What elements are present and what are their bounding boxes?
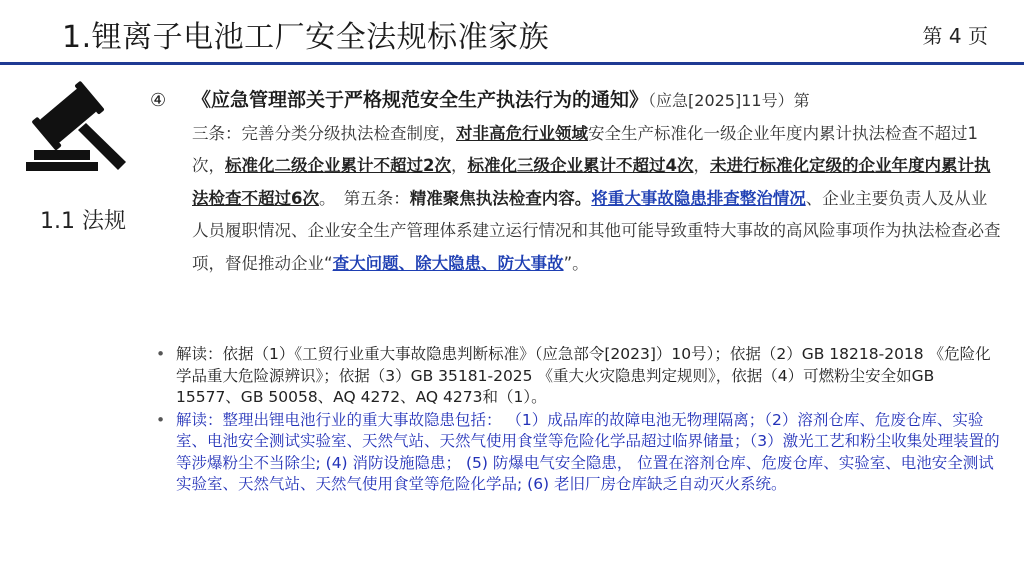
text-span: 安全生产标准化一级企业年度内累计执法检查不超过1次， — [192, 123, 978, 175]
bullet-icon: • — [156, 410, 166, 429]
note-text: 解读：整理出锂电池行业的重大事故隐患包括： （1）成品库的故障电池无物理隔离；（2）溶剂仓库、危废仓库、实验室、电池安全测试实验室、天然气站、天然气使用食堂等危险化学品超过临界储量；（3）激光工艺和粉尘收集处理装置的等涉爆粉尘不当除尘; (4) 消防设施隐患； (5) 防爆电气安全隐患， 位置在溶剂仓库、危废仓库、实验室、电池安全测试实验室、天然气站、天然气使用食堂等危险化学品; (6) 老旧厂房仓库缺乏自动灭火系统。 — [176, 410, 1000, 493]
text-span: ， — [693, 156, 710, 175]
section-label: 1.1 法规 — [40, 209, 126, 234]
item-number: ④ — [150, 90, 167, 111]
document-number: （应急[2025]11号）第 — [648, 91, 810, 110]
note-text: 解读：依据（1）《工贸行业重大事故隐患判断标准》（应急部令[2023]）10号）；依据（2）GB 18218-2018 《危险化学品重大危险源辨识》；依据（3）GB 35181-2025 《重大火灾隐患判定规则》，依据（4）可燃粉尘安全如GB 15577、GB 50058、AQ 4272、AQ 4273和（1）。 — [176, 345, 991, 406]
header-divider — [0, 62, 1024, 65]
bullet-icon: • — [156, 345, 166, 363]
document-title: 《应急管理部关于严格规范安全生产执法行为的通知》 — [192, 89, 649, 111]
blue-underlined-text: 查大问题、除大隐患、防大事故 — [332, 253, 564, 273]
underlined-text: 标准化三级企业累计不超过4次 — [467, 156, 694, 175]
notes-list — [150, 344, 1002, 497]
underlined-text: 标准化二级企业累计不超过2次 — [225, 156, 451, 175]
text-span: 、企业主要负责人及从业人员履职情况、企业安全生产管理体系建立运行情况和其他可能导致重特大事故的高风险事项作为执法检查必查项，督促推动企业“ — [192, 188, 1001, 273]
underlined-text: 未进行标准化定级的企业年度内累计执法检查不超过6次 — [192, 156, 991, 208]
text-span: ”。 — [563, 253, 589, 273]
page-title: 1.锂离子电池工厂安全法规标准家族 — [62, 20, 550, 55]
list-item — [150, 410, 1002, 496]
bold-text: 精准聚焦执法检查内容。 — [409, 188, 592, 208]
text-span: 。 第五条： — [318, 188, 410, 208]
blue-underlined-text: 将重大事故隐患排查整治情况 — [591, 188, 806, 208]
paragraph-body — [192, 118, 1002, 281]
text-span: ， — [450, 156, 468, 175]
underlined-text: 对非高危行业领域 — [456, 123, 588, 143]
list-item — [150, 344, 1002, 409]
gavel-icon — [22, 78, 132, 178]
text-span: 三条：完善分类分级执法检查制度， — [192, 123, 456, 143]
regulation-paragraph — [150, 84, 1002, 280]
page-number: 第 4 页 — [922, 24, 988, 48]
